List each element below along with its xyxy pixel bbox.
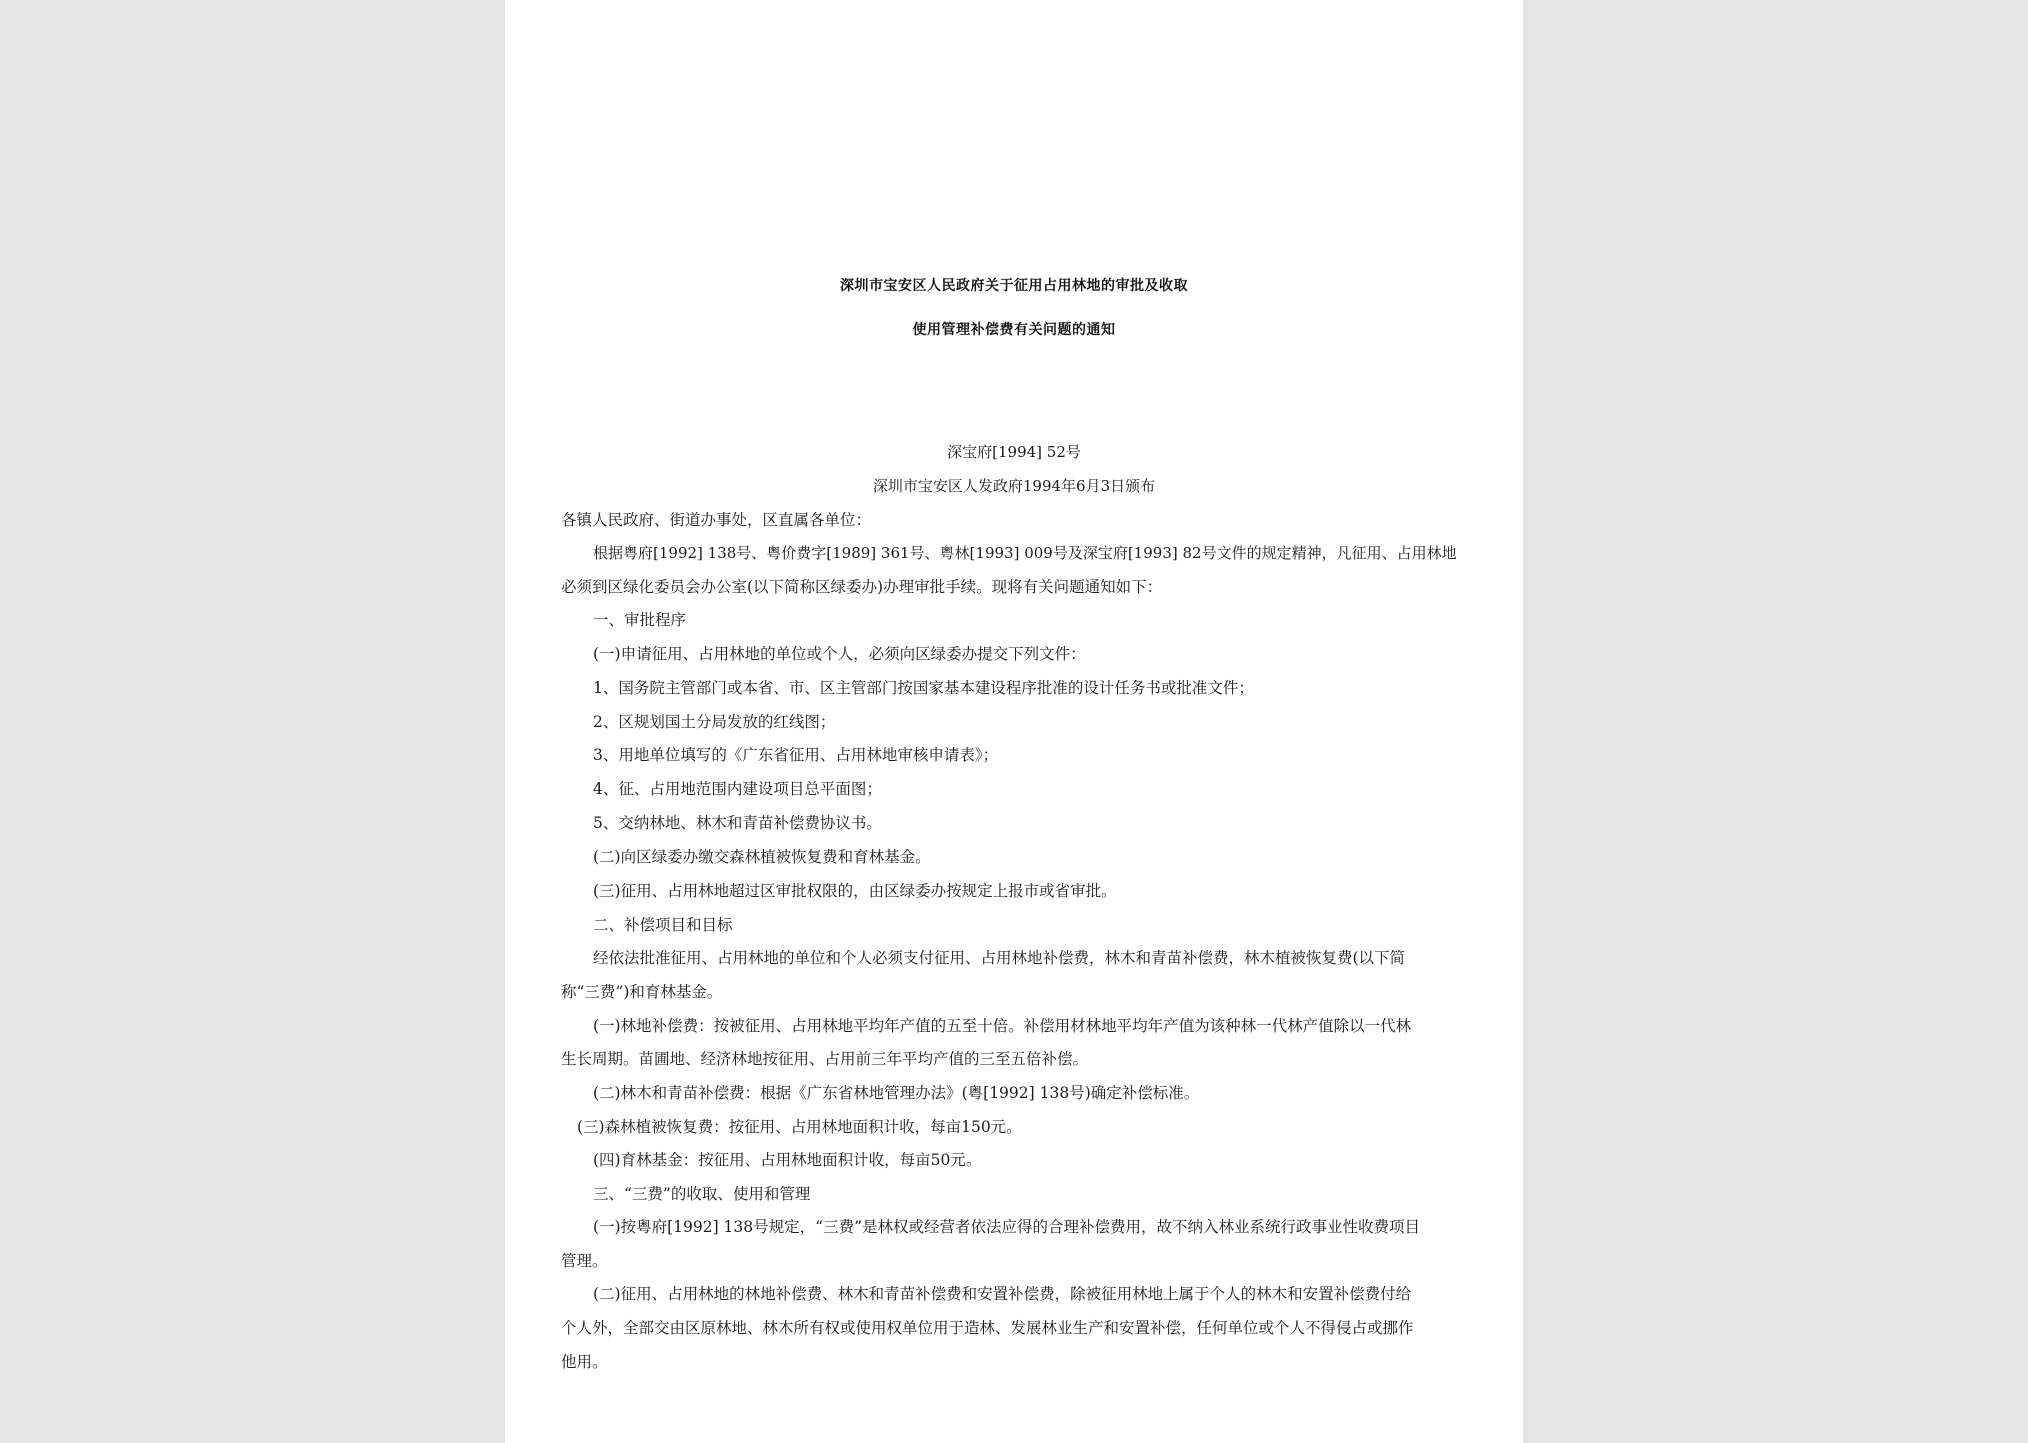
body-line: (一)申请征用、占用林地的单位或个人，必须向区绿委办提交下列文件：	[593, 645, 1086, 663]
document-title-line-1: 深圳市宝安区人民政府关于征用占用林地的审批及收取	[840, 278, 1188, 294]
body-line: (二)向区绿委办缴交森林植被恢复费和育林基金。	[593, 848, 931, 866]
body-line: (三)森林植被恢复费：按征用、占用林地面积计收，每亩150元。	[577, 1118, 1022, 1136]
body-line: 生长周期。苗圃地、经济林地按征用、占用前三年平均产值的三至五倍补偿。	[561, 1050, 1089, 1068]
document-number: 深宝府[1994] 52号	[947, 443, 1081, 461]
list-item: 5、交纳林地、林木和青苗补偿费协议书。	[593, 814, 882, 832]
list-item: 1、国务院主管部门或本省、市、区主管部门按国家基本建设程序批准的设计任务书或批准文件；	[593, 679, 1254, 697]
body-line: (二)林木和青苗补偿费：根据《广东省林地管理办法》(粤[1992] 138号)确定补偿标准。	[593, 1084, 1200, 1102]
document-page	[505, 0, 1523, 1443]
body-line: 必须到区绿化委员会办公室(以下简称区绿委办)办理审批手续。现将有关问题通知如下：	[561, 578, 1163, 596]
section-heading: 二、补偿项目和目标	[593, 916, 733, 934]
body-line: 管理。	[561, 1252, 608, 1270]
body-line: (四)育林基金：按征用、占用林地面积计收，每亩50元。	[593, 1151, 982, 1169]
body-line: (三)征用、占用林地超过区审批权限的，由区绿委办按规定上报市或省审批。	[593, 882, 1117, 900]
body-line: (一)林地补偿费：按被征用、占用林地平均年产值的五至十倍。补偿用材林地平均年产值为该种林一代林产值除以一代林	[593, 1017, 1412, 1035]
body-line: 称“三费”)和育林基金。	[561, 983, 723, 1001]
list-item: 2、区规划国土分局发放的红线图；	[593, 713, 836, 731]
document-title-line-2: 使用管理补偿费有关问题的通知	[912, 322, 1116, 338]
body-line: 根据粤府[1992] 138号、粤价费字[1989] 361号、粤林[1993] 009号及深宝府[1993] 82号文件的规定精神，凡征用、占用林地	[593, 544, 1457, 562]
list-item: 3、用地单位填写的《广东省征用、占用林地审核申请表》；	[593, 746, 999, 764]
body-line: 经依法批准征用、占用林地的单位和个人必须支付征用、占用林地补偿费，林木和青苗补偿费，林木植被恢复费(以下简	[593, 949, 1406, 967]
list-item: 4、征、占用地范围内建设项目总平面图；	[593, 780, 882, 798]
body-line: (一)按粤府[1992] 138号规定，“三费”是林权或经营者依法应得的合理补偿费用，故不纳入林业系统行政事业性收费项目	[593, 1218, 1420, 1236]
section-heading: 一、审批程序	[593, 611, 687, 629]
section-heading: 三、“三费”的收取、使用和管理	[593, 1185, 811, 1203]
body-line: 个人外，全部交由区原林地、林木所有权或使用权单位用于造林、发展林业生产和安置补偿，任何单位或个人不得侵占或挪作	[561, 1319, 1414, 1337]
issue-info: 深圳市宝安区人发政府1994年6月3日颁布	[872, 477, 1156, 495]
body-line: (二)征用、占用林地的林地补偿费、林木和青苗补偿费和安置补偿费，除被征用林地上属于个人的林木和安置补偿费付给	[593, 1285, 1412, 1303]
addressee-line: 各镇人民政府、街道办事处，区直属各单位：	[561, 511, 872, 529]
body-line: 他用。	[561, 1353, 608, 1371]
